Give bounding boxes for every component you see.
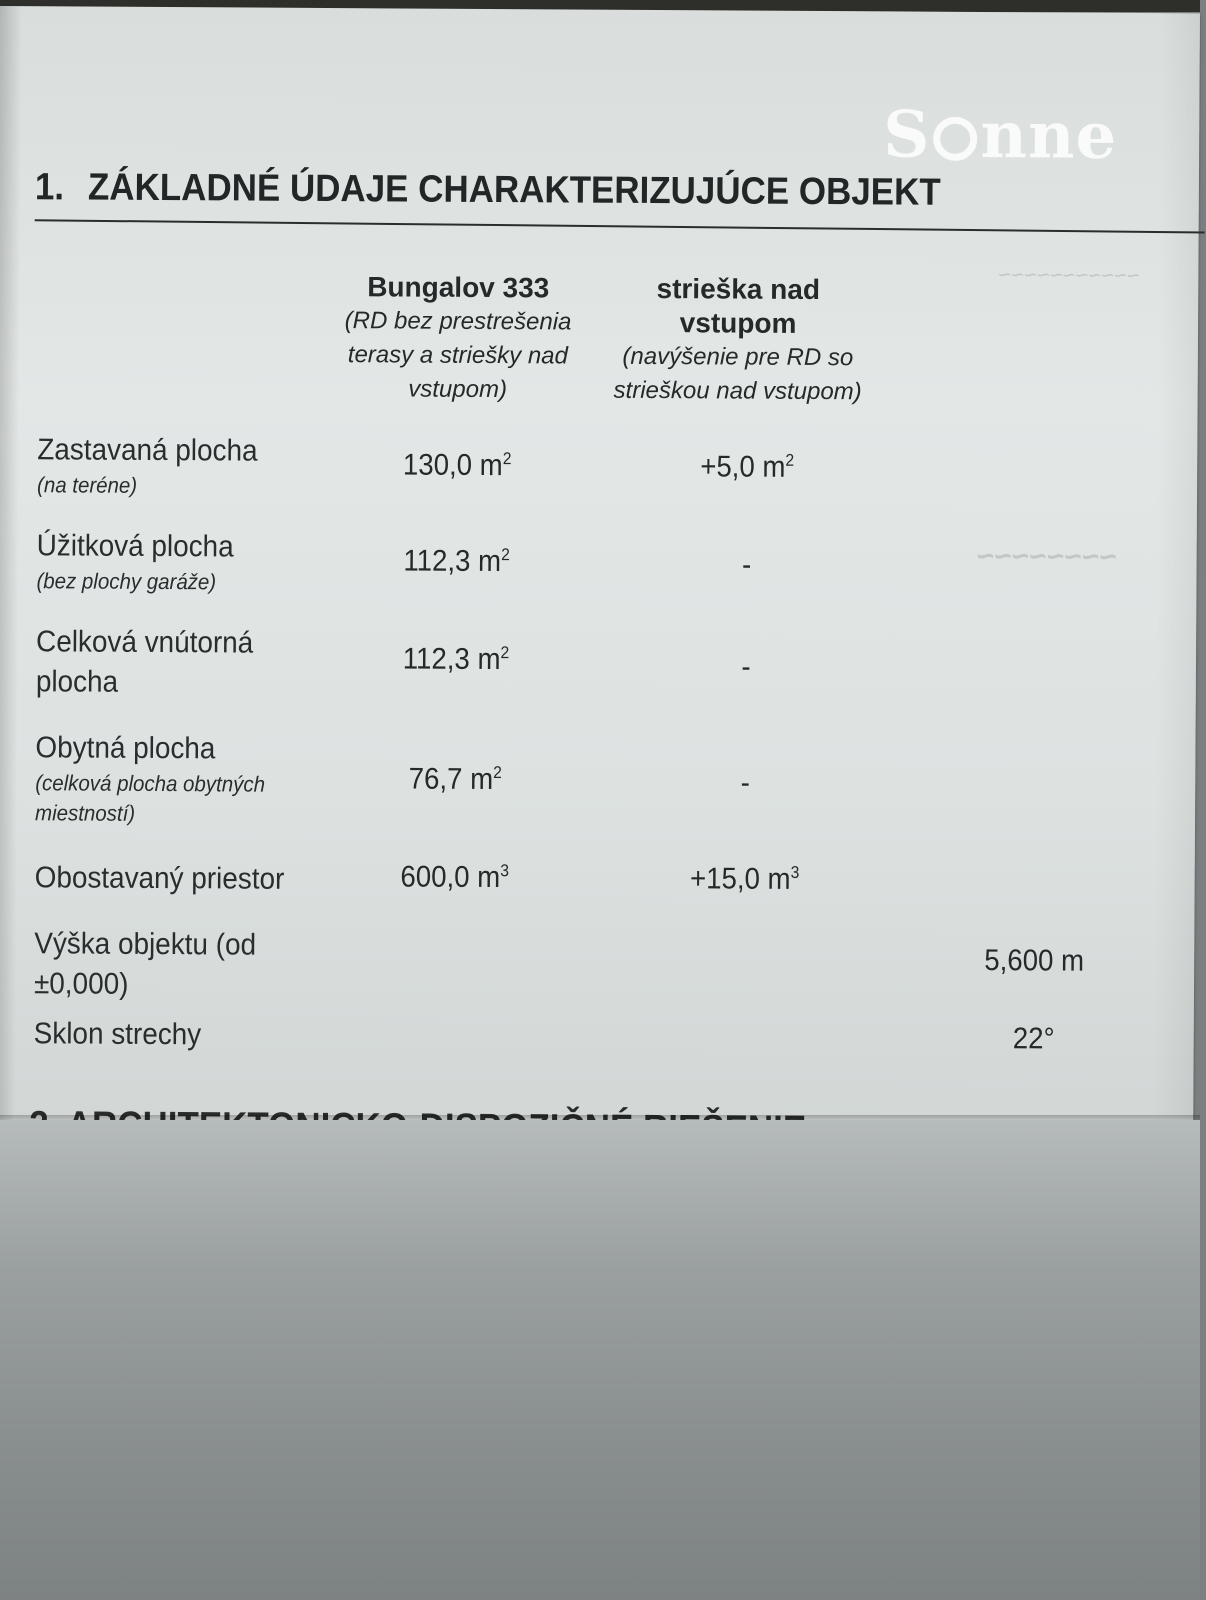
heading-rule [35, 219, 1205, 233]
value-cell: 112,3 $m^2$ [403, 544, 510, 579]
column-title: strieška nad vstupom [656, 273, 821, 339]
value-cell: +15,0 $m^3$ [689, 862, 800, 896]
value-cell: 600,0 $m^3$ [400, 860, 510, 895]
value-cell: 22° [1012, 1022, 1055, 1056]
value-cell: 130,0 $m^2$ [402, 448, 512, 483]
row-sublabel: (na teréne) [36, 472, 138, 498]
column-note: (RD bez prestrešenia terasy a striešky nad vstupom) [344, 307, 572, 404]
value-cell: 5,600 m [984, 944, 1085, 978]
sonne-logo: S nne [883, 97, 1118, 174]
section-number: 1. [34, 166, 65, 209]
column-header-bungalov [328, 270, 589, 408]
row-label-sklon: Sklon strechy [33, 1017, 202, 1052]
row-sublabel: (bez plochy garáže) [36, 568, 217, 595]
section-heading [35, 166, 941, 215]
value-cell: - [741, 650, 751, 684]
row-label-vyska: Výška objektu (od ±0,000) [33, 927, 257, 1001]
value-cell: - [740, 766, 750, 800]
row-label-uzitkova: Úžitková plocha (bez plochy garáže) [36, 526, 278, 597]
column-title: Bungalov 333 [367, 271, 550, 304]
row-label-obytna: Obytná plocha (celková plocha obytných miestností) [35, 728, 277, 829]
column-note: (navýšenie pre RD so strieškou nad vstupom) [613, 342, 862, 406]
sun-icon [933, 117, 977, 161]
document-page: ~~~~~~~~~~~ ~~~~~~~~ S nne 1. ZÁKLADNÉ ÚDAJE CHARAKTERIZUJÚCE OBJEKT Bungalov 333 (RD bez prestrešenia terasy a striešky nad vstupom) strieška nad vstupom (navýšenie pre RD so strieškou nad vstupom) Zastavaná plocha (na teréne) 130,0 $m^2$ +5,0 $m^2$ Úžitková plocha (bez plochy garáže) 112,3 $m^2$ - Celková vnútorná plocha 112,3 $m^2$ - Obytná plocha (celková plocha obytných miestností) 76,7 $m^2$ - Obostavaný priestor 600,0 $m^3$ +15,0 $m^3$ Výška objektu (od ±0,000) 5,600 m Sklon strechy 22° [0, 6, 1200, 1127]
column-header-strieska [598, 272, 879, 410]
underlying-page [0, 1120, 1200, 1600]
value-cell: 76,7 $m^2$ [408, 762, 502, 797]
section-title: ZÁKLADNÉ ÚDAJE CHARAKTERIZUJÚCE OBJEKT [87, 166, 941, 214]
row-sublabel: (celková plocha obytných miestností) [34, 770, 266, 826]
row-label-obostavany: Obostavaný priestor [34, 861, 285, 896]
row-label-celkova: Celková vnútorná plocha [35, 625, 254, 699]
row-label-zastavana: Zastavaná plocha (na teréne) [37, 430, 279, 501]
value-cell: - [741, 548, 752, 582]
value-cell: 112,3 $m^2$ [402, 642, 510, 677]
value-cell: +5,0 $m^2$ [700, 450, 795, 484]
